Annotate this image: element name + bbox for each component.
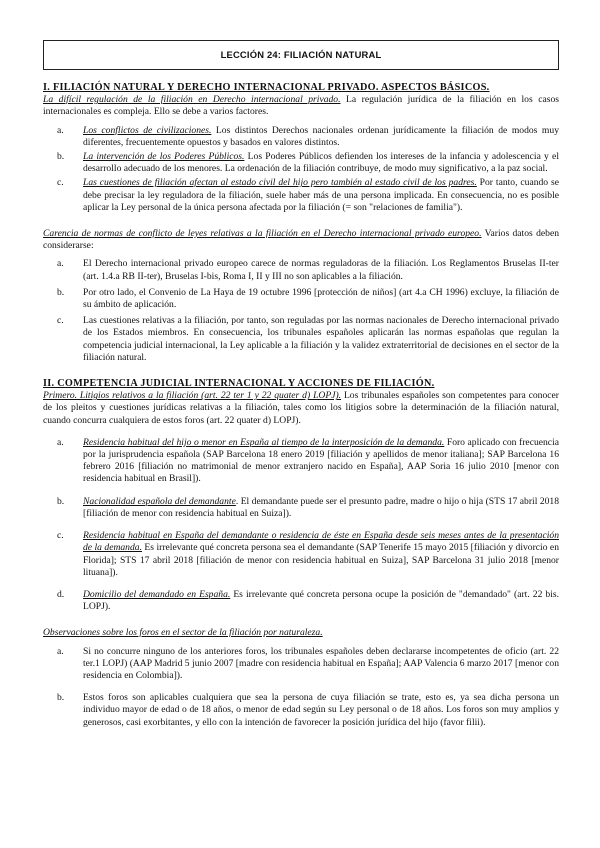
item-text: Es irrelevante qué concreta persona ocupe la posición de "demandado" (art. 22 bis. LOPJ). <box>83 588 560 613</box>
list-item <box>57 287 559 311</box>
item-underlined: Nacionalidad española del demandante <box>83 495 236 507</box>
item-label: c. <box>57 530 64 542</box>
section-2-heading: II. COMPETENCIA JUDICIAL INTERNACIONAL Y ACCIONES DE FILIACIÓN. <box>43 378 435 390</box>
intro-text: Los tribunales españoles son competentes para conocer de los pleitos y cuestiones jurídicas relativas a la filiación, tales como los litigios sobre la determinación de la filiación natural, cuando concurra cualquiera de estos foros (art. 22 quater d) LOPJ). <box>43 390 559 426</box>
item-label: b. <box>57 286 65 298</box>
item-label: b. <box>57 692 65 704</box>
item-label: b. <box>57 151 65 163</box>
item-text: Las cuestiones relativas a la filiación, por tanto, son reguladas por las normas nacionales de Derecho internacional privado de los Estados miembros. En consecuencia, los tribunales españoles aplicarán las normas españolas que regulan la competencia judicial internacional, la Ley aplicable a la filiación y la validez extraterritorial de decisiones en el sector de la filiación natural. <box>83 315 559 363</box>
item-text: Estos foros son aplicables cualquiera que sea la persona de cuya filiación se trate, esto es, ya sea dicha persona un individuo mayor de edad o de 18 años, o menor de edad según su Ley personal o de 18 años. Los foros son muy amplios y generosos, casi exorbitantes, y ello con la intención de favorecer la posición jurídica del hijo (favor filii). <box>83 692 559 728</box>
section-1-para2 <box>43 228 559 252</box>
lesson-title: LECCIÓN 24: FILIACIÓN NATURAL <box>43 40 559 70</box>
document-page <box>43 40 559 729</box>
list-item <box>57 315 559 364</box>
list-item <box>57 589 559 613</box>
item-text: Por otro lado, el Convenio de La Haya de 19 octubre 1996 [protección de niños] (art 4.a CH 1996) excluye, la filiación de su ámbito de aplicación. <box>83 286 559 311</box>
item-label: a. <box>57 258 64 270</box>
list-item <box>57 692 559 729</box>
para2-text: Varios datos deben considerarse: <box>43 228 559 252</box>
list-item <box>57 258 559 282</box>
item-text: Los Poderes Públicos defienden los intereses de la infancia y adolescencia y el desarrollo adecuado de los menores. La ordenación de la filiación contribuye, de modo muy significativo, a la paz social. <box>83 151 559 175</box>
list-item <box>57 125 559 149</box>
section-1-intro <box>43 94 559 118</box>
item-label: d. <box>57 588 65 600</box>
item-text: . El demandante puede ser el presunto padre, madre o hijo o hija (STS 17 abril 2018 [filiación de menor con residencia habitual en Suiza]). <box>83 495 560 519</box>
para2-underlined: Carencia de normas de conflicto de leyes relativas a la filiación en el Derecho internacional privado europeo. <box>43 228 482 240</box>
item-underlined: Residencia habitual en España del demandante o residencia de éste en España desde seis meses antes de la presentación de la demanda. <box>83 530 559 554</box>
intro-underlined: Primero. Litigios relativos a la filiación (art. 22 ter 1 y 22 quater d) LOPJ). <box>43 390 342 402</box>
item-text: Foro aplicado con frecuencia por la jurisprudencia española (SAP Barcelona 18 enero 2019 [filiación y apellidos de menor italiana]; SAP Barcelona 16 febrero 2016 [filiación no matrimonial de menor extranjero nacido en España], AAP Soria 16 julio 2010 [menor con residencia habitual en Brasil]). <box>83 436 559 485</box>
intro-text: La regulación jurídica de la filiación en los casos internacionales es compleja. Ello se debe a varios factores. <box>43 94 559 118</box>
item-text: El Derecho internacional privado europeo carece de normas reguladoras de la filiación. Los Reglamentos Bruselas II-ter (art. 1.4.a RB II-ter), Bruselas I-bis, Roma I, II y III no son aplicables a la filiación. <box>83 258 559 282</box>
item-underlined: Los conflictos de civilizaciones. <box>83 124 212 136</box>
list-item <box>57 151 559 175</box>
item-underlined: La intervención de los Poderes Públicos. <box>83 151 245 163</box>
item-text: Por tanto, cuando se debe precisar la ley reguladora de la filiación, suele haber más de una persona implicada. En consecuencia, no es posible aplicar la Ley personal de la única persona afectada por la filiación (= son "relaciones de familia"). <box>83 177 559 213</box>
item-label: a. <box>57 436 64 448</box>
section-2-intro <box>43 390 559 427</box>
item-text: Si no concurre ninguno de los anteriores foros, los tribunales españoles deben declararse incompetentes de oficio (art. 22 ter.1 LOPJ) (AAP Madrid 5 junio 2007 [madre con residencia habitual en España]; AAP Valencia 6 marzo 2017 [menor con residencia en Colombia]). <box>83 645 559 681</box>
item-underlined: Residencia habitual del hijo o menor en España al tiempo de la interposición de la demanda. <box>83 436 445 448</box>
item-underlined: Domicilio del demandado en España. <box>83 588 231 600</box>
item-text: Es irrelevante qué concreta persona sea el demandante (SAP Tenerife 15 mayo 2015 [filiación y divorcio en Florida]; STS 17 abril 2018 [filiación de menor con residencia habitual en Suiza], SAP Barcelona 31 julio 2018 [menor lituana]). <box>83 542 559 578</box>
intro-underlined: La difícil regulación de la filiación en Derecho internacional privado. <box>43 94 341 106</box>
item-label: b. <box>57 495 65 507</box>
item-label: c. <box>57 177 64 189</box>
list-item <box>57 496 559 520</box>
item-underlined: Las cuestiones de filiación afectan al estado civil del hijo pero también al estado civil de los padres. <box>83 177 477 189</box>
list-item <box>57 177 559 214</box>
list-item <box>57 530 559 579</box>
item-label: a. <box>57 645 64 657</box>
observations-heading <box>43 627 559 639</box>
section-1-heading: I. FILIACIÓN NATURAL Y DERECHO INTERNACIONAL PRIVADO. ASPECTOS BÁSICOS. <box>43 82 490 93</box>
observations-underlined: Observaciones sobre los foros en el sector de la filiación por naturaleza. <box>43 627 323 639</box>
list-item <box>57 646 559 683</box>
item-label: c. <box>57 315 64 327</box>
list-item <box>57 437 559 486</box>
item-text: Los distintos Derechos nacionales ordenan jurídicamente la filiación de modos muy diferentes, frecuentemente opuestos y basados en valores distintos. <box>83 124 559 148</box>
item-label: a. <box>57 124 64 136</box>
